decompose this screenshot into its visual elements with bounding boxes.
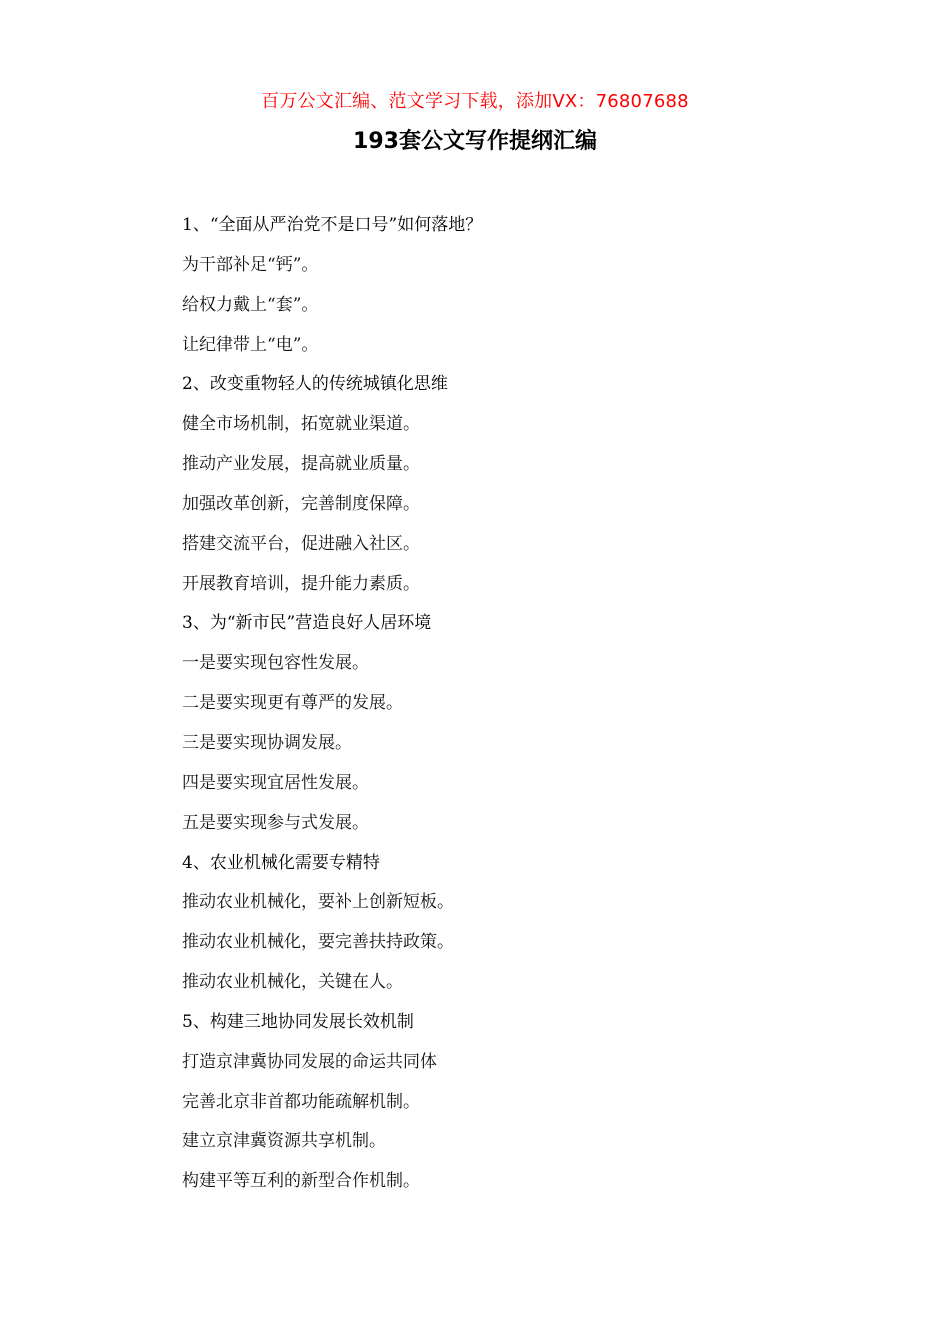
outline-item: 一是要实现包容性发展。 <box>182 653 369 674</box>
outline-item: 开展教育培训，提升能力素质。 <box>182 573 420 594</box>
outline-item: 让纪律带上“电”。 <box>182 334 319 355</box>
outline-item: 建立京津冀资源共享机制。 <box>182 1131 386 1152</box>
outline-item: 推动产业发展，提高就业质量。 <box>182 454 420 475</box>
outline-item: 五是要实现参与式发展。 <box>182 812 369 833</box>
outline-item: 完善北京非首都功能疏解机制。 <box>182 1091 420 1112</box>
outline-item: 健全市场机制，拓宽就业渠道。 <box>182 414 420 435</box>
outline-item: 三是要实现协调发展。 <box>182 732 352 753</box>
document-title: 193套公文写作提纲汇编 <box>353 129 597 154</box>
outline-item: 推动农业机械化，要完善扶持政策。 <box>182 932 454 953</box>
outline-item: 推动农业机械化，要补上创新短板。 <box>182 892 454 913</box>
outline-item: 构建平等互利的新型合作机制。 <box>182 1171 420 1192</box>
promo-banner: 百万公文汇编、范文学习下载，添加VX：76807688 <box>261 91 689 112</box>
section-heading: 2、改变重物轻人的传统城镇化思维 <box>182 374 448 395</box>
outline-item: 为干部补足“钙”。 <box>182 254 319 275</box>
section-heading: 5、构建三地协同发展长效机制 <box>182 1011 414 1032</box>
section-heading: 4、农业机械化需要专精特 <box>182 852 380 873</box>
outline-item: 打造京津冀协同发展的命运共同体 <box>182 1051 437 1072</box>
outline-item: 四是要实现宜居性发展。 <box>182 772 369 793</box>
outline-item: 推动农业机械化，关键在人。 <box>182 972 403 993</box>
section-heading: 1、“全面从严治党不是口号”如何落地？ <box>182 215 483 235</box>
outline-item: 加强改革创新，完善制度保障。 <box>182 493 420 514</box>
outline-item: 搭建交流平台，促进融入社区。 <box>182 533 420 554</box>
outline-item: 给权力戴上“套”。 <box>182 294 319 315</box>
outline-item: 二是要实现更有尊严的发展。 <box>182 693 403 714</box>
section-heading: 3、为“新市民”营造良好人居环境 <box>182 613 432 634</box>
document-body <box>182 206 782 1202</box>
